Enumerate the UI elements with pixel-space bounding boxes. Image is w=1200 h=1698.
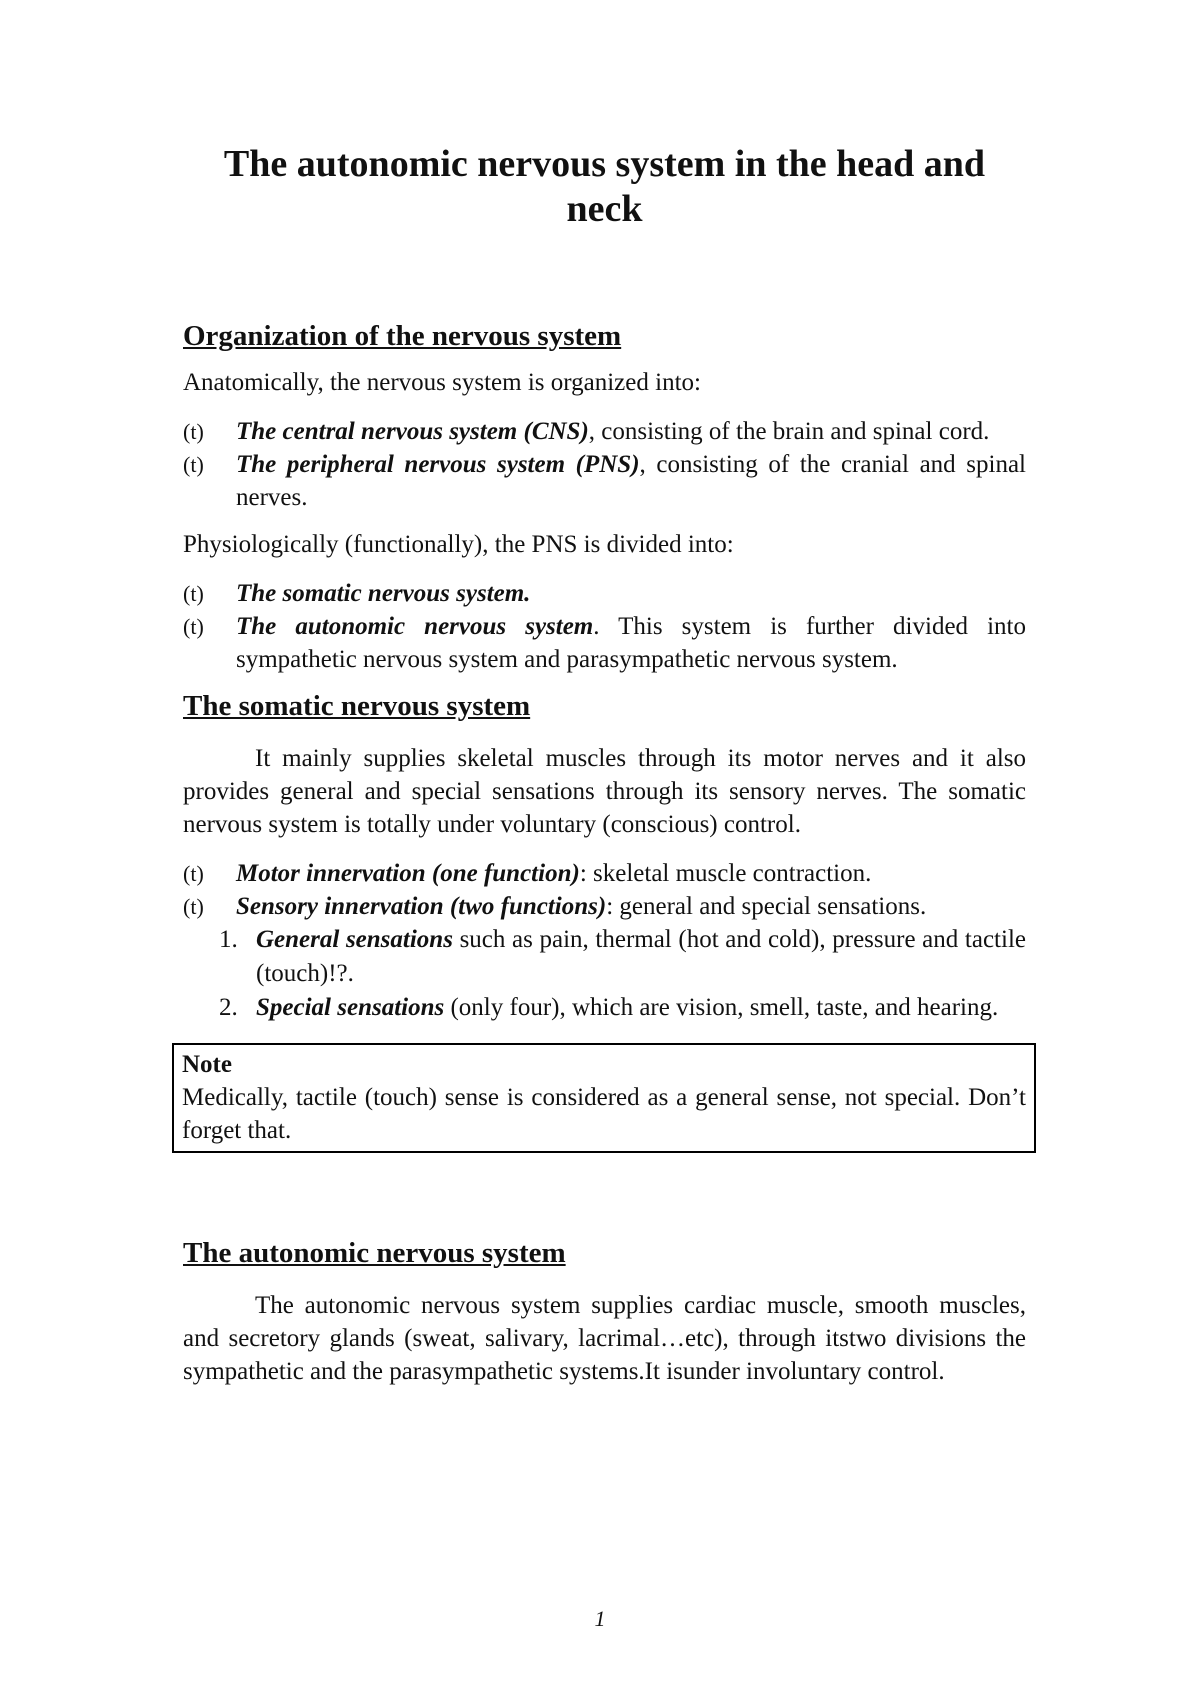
item-text: : general and special sensations. — [606, 893, 927, 920]
autonomic-paragraph: The autonomic nervous system supplies cardiac muscle, smooth muscles, and secretory glands (sweat, salivary, lacrimal…etc), through itstwo divisions the sympathetic and the parasympathetic systems.It isunder involuntary control. — [183, 1292, 1026, 1385]
item-number: 1. — [219, 926, 238, 953]
term: The autonomic nervous system — [236, 613, 594, 640]
heading-somatic: The somatic nervous system — [183, 690, 531, 722]
list-item — [183, 415, 1026, 448]
organization-intro: Anatomically, the nervous system is organized into: — [183, 369, 701, 396]
item-number: 2. — [219, 994, 238, 1021]
item-text: , consisting of the cranial and spinal nerves. — [236, 451, 1026, 511]
list-item — [183, 610, 1026, 676]
list-item — [219, 923, 1026, 991]
page-number: 1 — [594, 1606, 606, 1631]
list-item — [183, 890, 1026, 923]
bullet-marker: (t) — [183, 894, 204, 919]
heading-organization: Organization of the nervous system — [183, 320, 622, 352]
note-title: Note — [182, 1051, 232, 1078]
item-text: (only four), which are vision, smell, taste, and hearing. — [444, 994, 999, 1021]
pns-division-list — [183, 577, 1026, 676]
document-title: The autonomic nervous system in the head and neck — [223, 143, 986, 230]
list-item — [183, 448, 1026, 514]
list-item — [219, 991, 1026, 1025]
term: Special sensations — [256, 994, 445, 1021]
term: Motor innervation (one function) — [236, 860, 580, 887]
somatic-paragraph: It mainly supplies skeletal muscles through its motor nerves and it also provides general and special sensations through its sensory nerves. The somatic nervous system is totally under voluntary (conscious) control. — [183, 745, 1026, 838]
somatic-list — [183, 857, 1026, 923]
organization-list — [183, 415, 1026, 514]
list-item — [183, 857, 1026, 890]
item-text: . This system is further divided into sympathetic nervous system and parasympathetic nervous system. — [236, 613, 1027, 673]
list-item — [183, 577, 1026, 610]
item-text: : skeletal muscle contraction. — [579, 860, 872, 887]
bullet-marker: (t) — [183, 581, 204, 606]
sensations-list — [183, 923, 1026, 1025]
bullet-marker: (t) — [183, 861, 204, 886]
item-text: , consisting of the brain and spinal cord. — [588, 418, 990, 445]
term: The somatic nervous system. — [236, 580, 531, 607]
term: Sensory innervation (two functions) — [236, 893, 607, 920]
bullet-marker: (t) — [183, 419, 204, 444]
term: The peripheral nervous system (PNS) — [236, 451, 640, 478]
organization-intro-2: Physiologically (functionally), the PNS is divided into: — [183, 531, 734, 558]
bullet-marker: (t) — [183, 614, 204, 639]
note-text: Medically, tactile (touch) sense is considered as a general sense, not special. Don’t forget that. — [182, 1084, 1026, 1144]
term: The central nervous system (CNS) — [236, 418, 589, 445]
page-content — [183, 142, 1026, 1388]
term: General sensations — [256, 926, 453, 953]
heading-autonomic: The autonomic nervous system — [183, 1237, 566, 1269]
note-box — [172, 1043, 1036, 1153]
item-text: such as pain, thermal (hot and cold), pressure and tactile (touch)!?. — [256, 926, 1026, 987]
bullet-marker: (t) — [183, 452, 204, 477]
